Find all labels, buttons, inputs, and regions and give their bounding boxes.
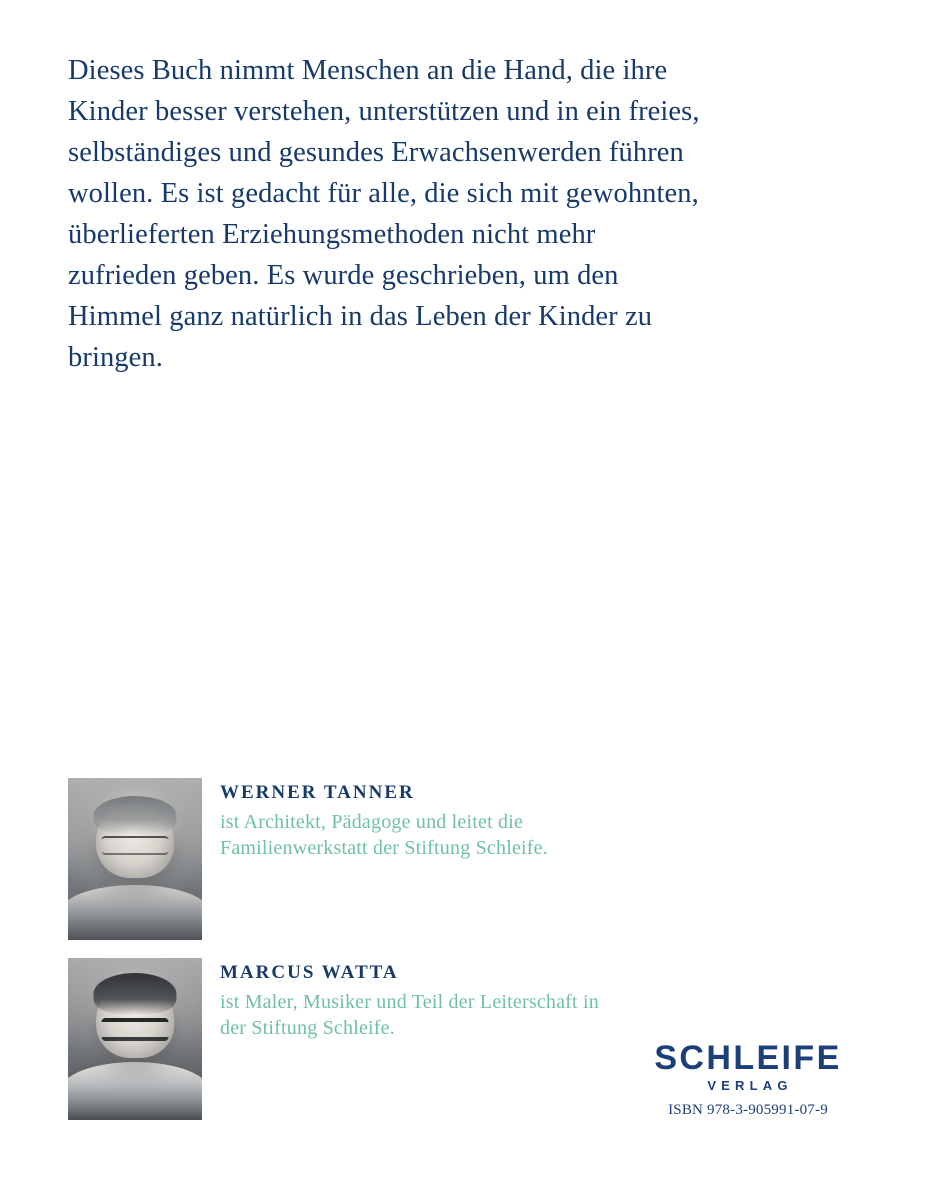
portrait-shoulders (68, 885, 202, 940)
isbn-text: ISBN 978-3-905991-07-9 (668, 1102, 828, 1118)
author-entry (68, 958, 628, 1120)
authors-section (68, 778, 628, 1138)
author-name: MARCUS WATTA (220, 962, 399, 983)
publisher-name: SCHLEIFE (654, 1039, 842, 1077)
author-description: ist Maler, Musiker und Teil der Leiterschaft in der Stiftung Schleife. (220, 991, 599, 1039)
author-entry (68, 778, 628, 940)
author-portrait-photo (68, 778, 202, 940)
author-text-block (202, 958, 628, 1041)
author-name: WERNER TANNER (220, 782, 415, 803)
publisher-logo-block (618, 1040, 878, 1119)
portrait-hair (93, 973, 176, 1015)
portrait-shoulders (68, 1062, 202, 1120)
glasses-icon (102, 836, 169, 855)
author-portrait-photo (68, 958, 202, 1120)
blurb-text-block (68, 50, 708, 378)
glasses-icon (102, 1018, 169, 1041)
portrait-hair (93, 796, 176, 835)
blurb-paragraph: Dieses Buch nimmt Menschen an die Hand, die ihre Kinder besser verstehen, unterstützen und in ein freies, selbständiges und gesundes Erwachsenwerden führen wollen. Es ist gedacht für alle, die sich mit gewohnten, überlieferten Erziehungsmethoden nicht mehr zufrieden geben. Es wurde geschrieben, um den Himmel ganz natürlich in das Leben der Kinder zu bringen. (68, 55, 700, 373)
author-description: ist Architekt, Pädagoge und leitet die Familienwerkstatt der Stiftung Schleife. (220, 811, 548, 859)
publisher-subtitle: VERLAG (707, 1078, 793, 1093)
author-text-block (202, 778, 628, 861)
